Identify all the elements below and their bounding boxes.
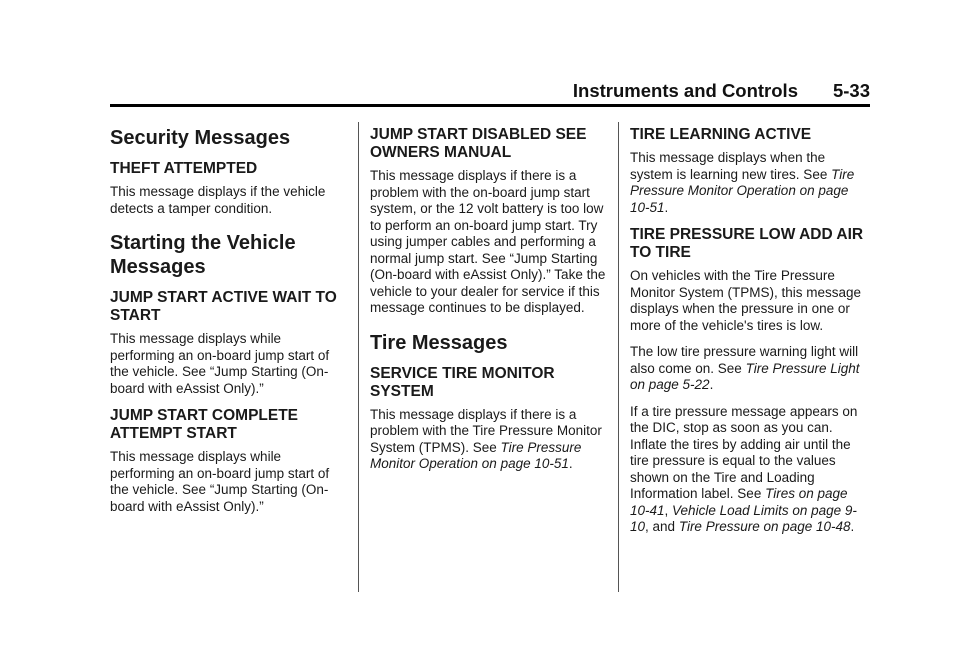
- header-rule: [110, 104, 870, 107]
- paragraph-theft-attempted: This message displays if the vehicle detects a tamper condition.: [110, 184, 326, 216]
- paragraph-tire-pressure-low-1: On vehicles with the Tire Pressure Monitor System (TPMS), this message displays when the pressure in one or more of the vehicle's tires is low.: [630, 268, 862, 333]
- paragraph-tire-learning-active: This message displays when the system is learning new tires. See Tire Pressure Monitor Operation on page 10-51.: [630, 150, 855, 215]
- column-divider-1: [358, 122, 359, 592]
- paragraph-tire-pressure-low-2: The low tire pressure warning light will also come on. See Tire Pressure Light on page 5-22.: [630, 344, 860, 392]
- heading-theft-attempted: THEFT ATTEMPTED: [110, 160, 258, 177]
- heading-starting-vehicle-messages: Starting the Vehicle Messages: [110, 232, 296, 278]
- heading-tire-learning-active: TIRE LEARNING ACTIVE: [630, 126, 812, 143]
- xref-tpms-operation[interactable]: Tire Pressure Monitor Operation on page 10-51: [370, 439, 582, 471]
- heading-tire-messages: Tire Messages: [370, 331, 508, 354]
- heading-security-messages: Security Messages: [110, 127, 291, 149]
- heading-tire-pressure-low: TIRE PRESSURE LOW ADD AIR TO TIRE: [630, 226, 864, 261]
- paragraph-jump-start-active: This message displays while performing an on-board jump start of the vehicle. See “Jump Starting (On-board with eAssist Only).”: [110, 331, 330, 396]
- paragraph-jump-start-complete: This message displays while performing an on-board jump start of the vehicle. See “Jump Starting (On-board with eAssist Only).”: [110, 449, 330, 514]
- heading-jump-start-complete: JUMP START COMPLETE ATTEMPT START: [110, 407, 299, 442]
- xref-tpms-operation[interactable]: Tire Pressure Monitor Operation on page 10-51: [630, 166, 855, 215]
- running-header: [110, 80, 870, 106]
- heading-service-tire-monitor: SERVICE TIRE MONITOR SYSTEM: [370, 364, 555, 400]
- xref-vehicle-load-limits[interactable]: Vehicle Load Limits on page 9-10: [630, 502, 857, 534]
- xref-tire-pressure[interactable]: Tire Pressure on page 10-48: [678, 519, 851, 534]
- section-title: Instruments and Controls: [572, 80, 798, 101]
- paragraph-jump-start-disabled: This message displays if there is a problem with the on-board jump start system, or the 12 volt battery is too low to perform an on-board jump start. Try using jumper cables and performing a normal jump start. See “Jump Starting (On-board with eAssist Only).” Take the vehicle to your dealer for service if this message continues to be displayed.: [370, 168, 606, 315]
- paragraph-tire-pressure-low-3: If a tire pressure message appears on the DIC, stop as soon as you can. Inflate the tires by adding air until the tire pressure is equal to the values shown on the Tire and Loading Information label. See Tires on page 10-41, Vehicle Load Limits on page 9-10, and Tire Pressure on page 10-48.: [630, 403, 858, 534]
- column-1: [110, 126, 346, 525]
- paragraph-service-tire-monitor: This message displays if there is a problem with the Tire Pressure Monitor System (TPMS). See Tire Pressure Monitor Operation on page 10-51.: [370, 406, 602, 471]
- column-divider-2: [618, 122, 619, 592]
- xref-tire-pressure-light[interactable]: Tire Pressure Light on page 5-22: [630, 360, 860, 392]
- xref-tires[interactable]: Tires on page 10-41: [630, 486, 848, 518]
- column-3: [630, 126, 866, 546]
- page-number: 5-33: [832, 80, 870, 101]
- heading-jump-start-disabled: JUMP START DISABLED SEE OWNERS MANUAL: [370, 126, 587, 161]
- heading-jump-start-active: JUMP START ACTIVE WAIT TO START: [110, 289, 337, 324]
- column-2: [370, 126, 610, 483]
